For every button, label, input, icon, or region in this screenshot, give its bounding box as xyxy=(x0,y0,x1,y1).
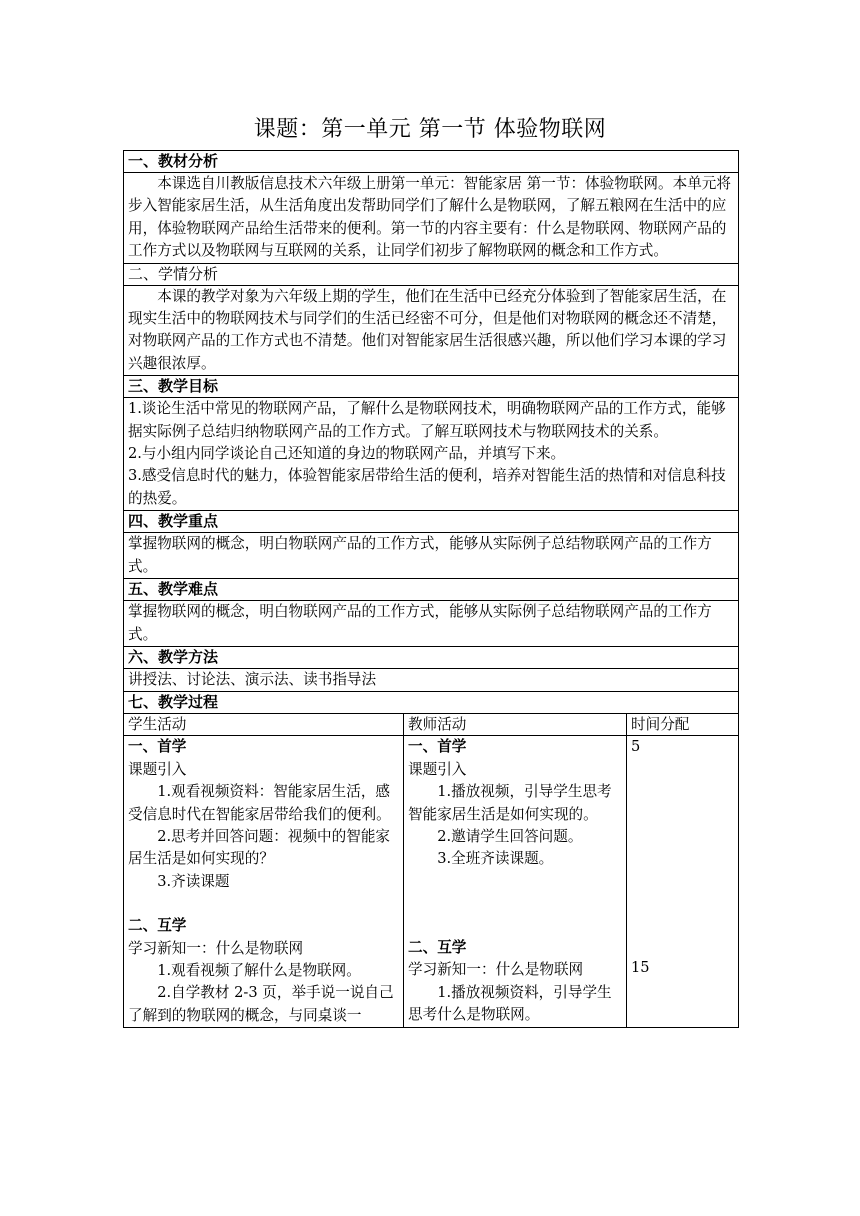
student-activity-cell xyxy=(124,736,404,1028)
phase-title: 二、互学 xyxy=(408,938,467,956)
phase-subtitle: 课题引入 xyxy=(408,760,467,778)
objective-item: 2.与小组内同学谈论自己还知道的身边的物联网产品，并填写下来。 xyxy=(128,445,566,463)
section-body-row xyxy=(124,173,739,264)
activity-item: 3.齐读课题 xyxy=(157,872,230,890)
activity-item: 1.观看视频了解什么是物联网。 xyxy=(157,961,361,979)
section-heading: 二、学情分析 xyxy=(124,263,739,285)
section-body-row xyxy=(124,601,739,647)
section-heading: 一、教材分析 xyxy=(124,151,739,173)
teacher-activity-cell xyxy=(404,736,627,1028)
objective-item: 1.谈论生活中常见的物联网产品，了解什么是物联网技术，明确物联网产品的工作方式，能够据实际例子总结归纳物联网产品的工作方式。了解互联网技术与物联网技术的关系。 xyxy=(128,400,726,440)
section-heading-row xyxy=(124,579,739,601)
lesson-plan-table xyxy=(123,150,739,1028)
objective-item: 3.感受信息时代的魅力，体验智能家居带给生活的便利，培养对智能生活的热情和对信息科技的热爱。 xyxy=(128,467,726,507)
phase-subtitle: 学习新知一：什么是物联网 xyxy=(128,939,304,957)
time-value: 15 xyxy=(631,958,650,976)
phase-title: 二、互学 xyxy=(128,917,187,935)
textbook-analysis-text: 本课选自川教版信息技术六年级上册第一单元：智能家居 第一节：体验物联网。本单元将步入智能家居生活，从生活角度出发帮助同学们了解什么是物联网，了解五粮网在生活中的应用，体验物联网产品给生活带来的便利。第一节的内容主要有：什么是物联网、物联网产品的工作方式以及物联网与互联网的关系，让同学们初步了解物联网的概念和工作方式。 xyxy=(128,175,731,260)
section-heading: 四、教学重点 xyxy=(124,511,739,533)
section-body-row xyxy=(124,398,739,511)
section-heading-row xyxy=(124,263,739,285)
activity-item: 2.思考并回答问题：视频中的智能家居生活是如何实现的？ xyxy=(128,827,391,868)
section-body-row xyxy=(124,533,739,579)
difficulty-text: 掌握物联网的概念，明白物联网产品的工作方式，能够从实际例子总结物联网产品的工作方式。 xyxy=(128,603,712,643)
phase-title: 一、首学 xyxy=(128,738,187,756)
student-analysis-text: 本课的教学对象为六年级上期的学生，他们在生活中已经充分体验到了智能家居生活，在现实生活中的物联网技术与同学们的生活已经密不可分，但是他们对物联网的概念还不清楚，对物联网产品的工作方式也不清楚。他们对智能家居生活很感兴趣，所以他们学习本课的学习兴趣很浓厚。 xyxy=(128,287,727,372)
section-heading: 三、教学目标 xyxy=(124,376,739,398)
section-heading-row xyxy=(124,376,739,398)
column-header: 学生活动 xyxy=(124,714,404,736)
section-heading-row xyxy=(124,646,739,668)
section-heading: 五、教学难点 xyxy=(124,579,739,601)
phase-title: 一、首学 xyxy=(408,738,467,756)
process-column-header-row xyxy=(124,714,739,736)
activity-item: 2.自学教材 2-3 页，举手说一说自己了解到的物联网的概念，与同桌谈一 xyxy=(128,984,394,1024)
section-heading: 六、教学方法 xyxy=(124,646,739,668)
page-title: 课题：第一单元 第一节 体验物联网 xyxy=(253,117,607,142)
section-heading-row xyxy=(124,692,739,714)
activity-item: 2.邀请学生回答问题。 xyxy=(437,827,583,845)
activity-item: 1.播放视频资料，引导学生思考什么是物联网。 xyxy=(408,983,612,1023)
section-heading-row xyxy=(124,511,739,533)
method-text: 讲授法、讨论法、演示法、读书指导法 xyxy=(128,670,377,688)
time-value: 5 xyxy=(631,738,641,756)
phase-subtitle: 学习新知一：什么是物联网 xyxy=(408,961,584,979)
section-heading: 七、教学过程 xyxy=(124,692,739,714)
activity-item: 1.播放视频，引导学生思考智能家居生活是如何实现的。 xyxy=(408,783,612,823)
section-body-row xyxy=(124,668,739,691)
activity-item: 1.观看视频资料：智能家居生活，感受信息时代在智能家居带给我们的便利。 xyxy=(128,783,391,823)
process-content-row xyxy=(124,736,739,1028)
phase-subtitle: 课题引入 xyxy=(128,760,187,778)
time-allocation-cell xyxy=(627,736,739,1028)
section-heading-row xyxy=(124,151,739,173)
column-header: 时间分配 xyxy=(627,714,739,736)
activity-item: 3.全班齐读课题。 xyxy=(437,850,554,868)
column-header: 教师活动 xyxy=(404,714,627,736)
key-point-text: 掌握物联网的概念，明白物联网产品的工作方式，能够从实际例子总结物联网产品的工作方式。 xyxy=(128,535,712,575)
section-body-row xyxy=(124,285,739,376)
